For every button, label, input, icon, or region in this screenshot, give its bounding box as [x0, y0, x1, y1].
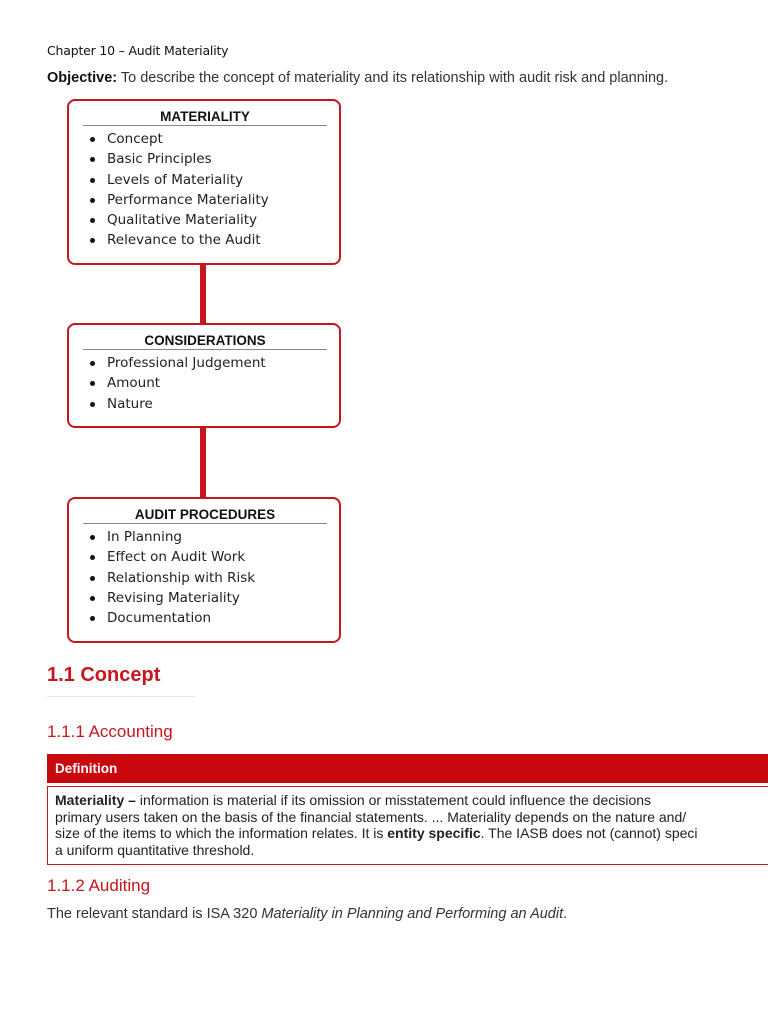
list-item: Relevance to the Audit [83, 230, 327, 250]
accounting-heading: 1.1.1 Accounting [47, 722, 173, 741]
heading-divider [47, 696, 195, 697]
list-item: In Planning [83, 527, 327, 547]
definition-line: a uniform quantitative threshold. [55, 841, 255, 858]
section-heading: 1.1 Concept [47, 664, 161, 686]
considerations-box-title: CONSIDERATIONS [83, 333, 327, 350]
materiality-box [67, 99, 341, 265]
connector-line [200, 265, 206, 323]
definition-header: Definition [47, 754, 768, 783]
list-item: Relationship with Risk [83, 568, 327, 588]
list-item: Documentation [83, 608, 327, 628]
audit-procedures-list [83, 527, 327, 628]
list-item: Amount [83, 373, 327, 393]
standard-title: Materiality in Planning and Performing an Audit [261, 906, 564, 922]
list-item: Professional Judgement [83, 353, 327, 373]
audit-procedures-box-title: AUDIT PROCEDURES [83, 507, 327, 524]
auditing-heading: 1.1.2 Auditing [47, 876, 151, 895]
definition-text: information is material if its omission or misstatement could influence the decisions [135, 792, 652, 808]
definition-body [47, 786, 768, 865]
materiality-list [83, 129, 327, 251]
definition-line: primary users taken on the basis of the financial statements. ... Materiality depends on the nature and/ [55, 808, 687, 825]
objective-text: To describe the concept of materiality and its relationship with audit risk and planning. [117, 70, 669, 86]
definition-emphasis: entity specific [387, 825, 481, 841]
auditing-text: . [563, 906, 568, 922]
considerations-box [67, 323, 341, 428]
list-item: Qualitative Materiality [83, 210, 327, 230]
list-item: Levels of Materiality [83, 170, 327, 190]
list-item: Concept [83, 129, 327, 149]
considerations-list [83, 353, 327, 414]
definition-line [55, 792, 768, 809]
definition-line [55, 825, 768, 842]
list-item: Revising Materiality [83, 588, 327, 608]
audit-procedures-box [67, 497, 341, 643]
list-item: Performance Materiality [83, 190, 327, 210]
list-item: Nature [83, 394, 327, 414]
definition-text: size of the items to which the information relates. It is [55, 825, 388, 841]
objective-line [47, 70, 668, 86]
auditing-text: The relevant standard is ISA 320 [47, 906, 262, 922]
definition-term: Materiality – [55, 792, 136, 808]
objective-label: Objective: [47, 70, 118, 86]
list-item: Effect on Audit Work [83, 547, 327, 567]
list-item: Basic Principles [83, 149, 327, 169]
materiality-box-title: MATERIALITY [83, 109, 327, 126]
chapter-title: Chapter 10 – Audit Materiality [47, 43, 229, 58]
connector-line [200, 428, 206, 497]
definition-text: . The IASB does not (cannot) speci [480, 825, 698, 841]
auditing-paragraph [47, 906, 567, 922]
